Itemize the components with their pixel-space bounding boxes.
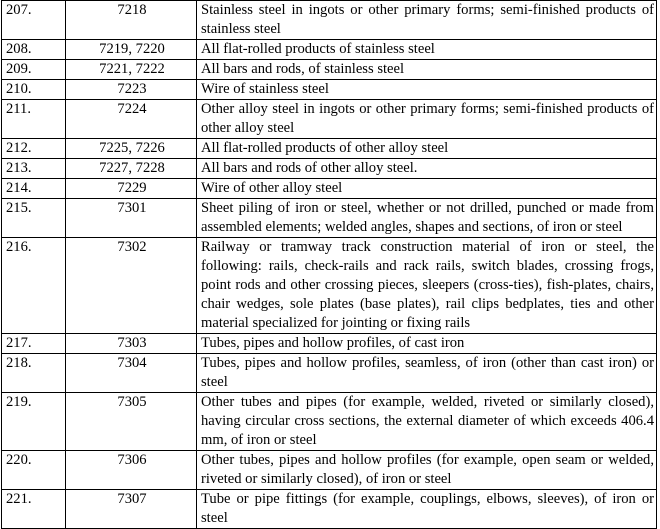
table-row [2, 179, 657, 199]
cell-hs-code: 7225, 7226 [66, 139, 197, 159]
cell-hs-code: 7227, 7228 [66, 159, 197, 179]
cell-item-number: 212. [2, 139, 66, 159]
cell-hs-code: 7302 [66, 238, 197, 334]
cell-item-number: 207. [2, 1, 66, 40]
table-row [2, 100, 657, 139]
cell-description: Other alloy steel in ingots or other primary forms; semi-finished products of other alloy steel [197, 100, 657, 139]
cell-hs-code: 7219, 7220 [66, 40, 197, 60]
cell-item-number: 216. [2, 238, 66, 334]
table-row [2, 238, 657, 334]
cell-hs-code: 7304 [66, 354, 197, 393]
table-row [2, 199, 657, 238]
cell-hs-code: 7223 [66, 80, 197, 100]
table-row [2, 354, 657, 393]
cell-item-number: 217. [2, 334, 66, 354]
cell-description: Other tubes and pipes (for example, welded, riveted or similarly closed), having circular cross sections, the external diameter of which exceeds 406.4 mm, of iron or steel [197, 393, 657, 451]
cell-description: Tubes, pipes and hollow profiles, of cast iron [197, 334, 657, 354]
cell-description: Sheet piling of iron or steel, whether or not drilled, punched or made from assembled elements; welded angles, shapes and sections, of iron or steel [197, 199, 657, 238]
table-row [2, 60, 657, 80]
cell-description: Tubes, pipes and hollow profiles, seamless, of iron (other than cast iron) or steel [197, 354, 657, 393]
cell-description: Railway or tramway track construction material of iron or steel, the following: rails, check-rails and rack rails, switch blades, crossing frogs, point rods and other crossing pieces, sleepers (cross-ties), fish-plates, chairs, chair wedges, sole plates (base plates), rail clips bedplates, ties and other material specialized for jointing or fixing rails [197, 238, 657, 334]
cell-description: Wire of stainless steel [197, 80, 657, 100]
cell-item-number: 219. [2, 393, 66, 451]
cell-hs-code: 7307 [66, 490, 197, 529]
cell-item-number: 209. [2, 60, 66, 80]
cell-description: Other tubes, pipes and hollow profiles (for example, open seam or welded, riveted or similarly closed), of iron or steel [197, 451, 657, 490]
cell-description: Stainless steel in ingots or other primary forms; semi-finished products of stainless steel [197, 1, 657, 40]
cell-item-number: 215. [2, 199, 66, 238]
cell-description: Wire of other alloy steel [197, 179, 657, 199]
table-row [2, 490, 657, 529]
cell-description: All flat-rolled products of other alloy steel [197, 139, 657, 159]
cell-item-number: 214. [2, 179, 66, 199]
cell-description: Tube or pipe fittings (for example, couplings, elbows, sleeves), of iron or steel [197, 490, 657, 529]
table-row [2, 1, 657, 40]
cell-description: All bars and rods of other alloy steel. [197, 159, 657, 179]
table-row [2, 139, 657, 159]
cell-hs-code: 7301 [66, 199, 197, 238]
table-row [2, 334, 657, 354]
table-row [2, 451, 657, 490]
cell-item-number: 221. [2, 490, 66, 529]
table-row [2, 80, 657, 100]
cell-item-number: 218. [2, 354, 66, 393]
table-row [2, 40, 657, 60]
cell-item-number: 208. [2, 40, 66, 60]
cell-item-number: 211. [2, 100, 66, 139]
cell-hs-code: 7229 [66, 179, 197, 199]
tariff-items-table [1, 0, 657, 529]
cell-hs-code: 7306 [66, 451, 197, 490]
cell-hs-code: 7303 [66, 334, 197, 354]
cell-item-number: 220. [2, 451, 66, 490]
cell-item-number: 213. [2, 159, 66, 179]
table-row [2, 393, 657, 451]
table-row [2, 159, 657, 179]
cell-hs-code: 7221, 7222 [66, 60, 197, 80]
cell-item-number: 210. [2, 80, 66, 100]
cell-hs-code: 7218 [66, 1, 197, 40]
cell-description: All flat-rolled products of stainless steel [197, 40, 657, 60]
cell-description: All bars and rods, of stainless steel [197, 60, 657, 80]
cell-hs-code: 7305 [66, 393, 197, 451]
cell-hs-code: 7224 [66, 100, 197, 139]
